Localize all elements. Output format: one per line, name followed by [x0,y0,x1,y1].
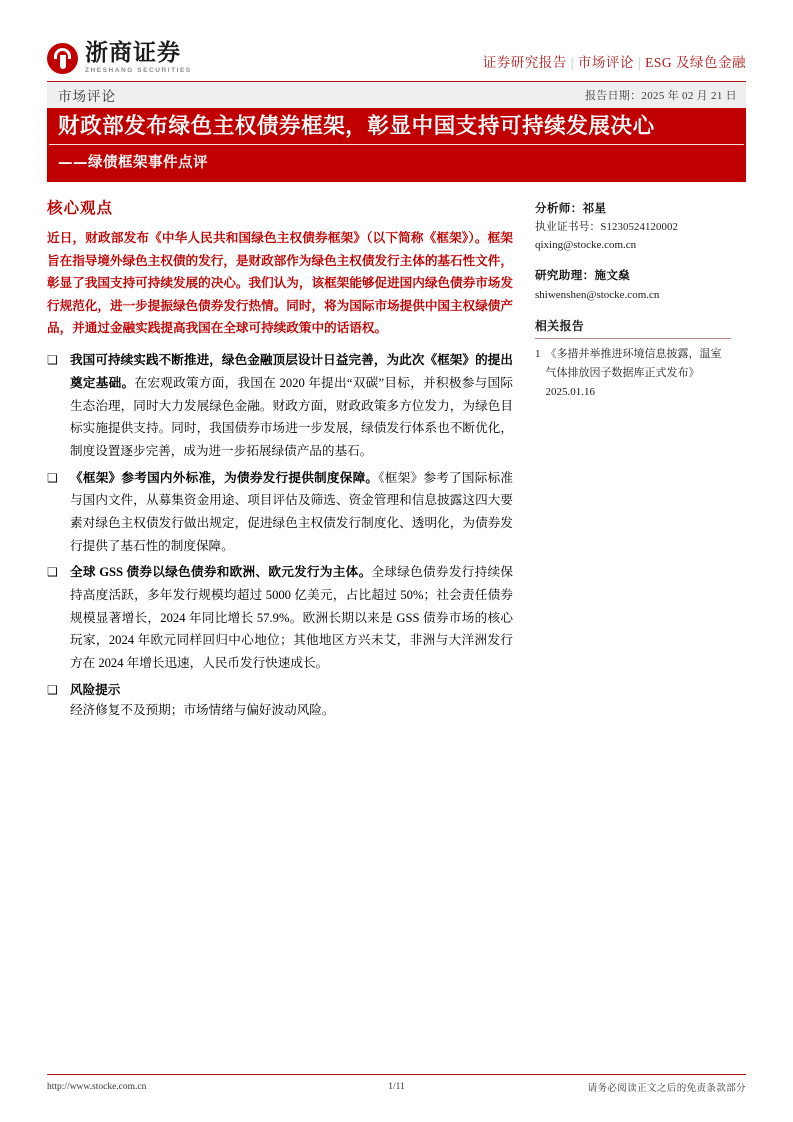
assistant-email[interactable]: shiwenshen@stocke.com.cn [535,288,660,301]
section-heading-core-view: 核心观点 [47,199,114,218]
masthead-nav-item-0: 证券研究报告 [482,54,567,70]
page-number: 1/11 [388,1082,405,1092]
title-block [47,108,746,183]
analyst-email[interactable]: qixing@stocke.com.cn [535,239,637,252]
bullet-lead: 全球 GSS 债券以绿色债券和欧洲、欧元发行为主体。 [70,565,372,580]
masthead-nav-sep-0: | [570,54,574,70]
list-item [47,349,513,462]
footer-disclaimer: 请务必阅读正文之后的免责条款部分 [587,1084,747,1094]
bullet-body: 在宏观政策方面，我国在 2020 年提出“双碳”目标，并积极参与国际生态治理，同时大力发展绿色金融。财政方面，财政政策多方位发力，为绿色目标实施提供支持。同时，我国债券市场进一步发展，绿债发行体系也不断优化，制度设置逐步完善，成为进一步拓展绿债产品的基石。 [70,376,514,459]
zheshang-circle-logo-icon [47,43,78,74]
bullet-square-icon: ❑ [47,565,58,580]
list-item [47,561,513,674]
bullet-square-icon: ❑ [47,353,58,368]
page-footer [47,1074,746,1094]
page-title: 财政部发布绿色主权债券框架，彰显中国支持可持续发展决心 [58,113,655,139]
risk-body: 经济修复不及预期；市场情绪与偏好波动风险。 [70,703,335,718]
list-item [47,467,513,558]
related-report-title: 《多措并举推进环境信息披露，温室气体排放因子数据库正式发布》 2025.01.16 [545,347,722,398]
related-report-number: 1 [535,347,541,360]
page-subtitle: ——绿债框架事件点评 [58,155,208,172]
list-item-risk [47,679,513,722]
related-reports-heading: 相关报告 [535,317,731,339]
analyst-block [535,200,731,254]
brand-logo [47,42,192,75]
bullet-body: 《框架》参考了国际标准与国内文件，从募集资金用途、项目评估及筛选、资金管理和信息披露这四大要素对绿色主权债发行做出规定，促进绿色主权债发行制度化、透明化，为债券发行提供了基石性的制度保障。 [70,470,514,553]
bullet-lead: 《框架》参考国内外标准，为债券发行提供制度保障。 [70,470,379,485]
footer-url[interactable]: http://www.stocke.com.cn [47,1082,147,1092]
main-column [47,196,513,726]
masthead [47,0,746,82]
bullet-lead: 我国可持续实践不断推进，绿色金融顶层设计日益完善，为此次《框架》的提出奠定基础。 [70,353,513,391]
risk-heading: 风险提示 [70,682,121,697]
masthead-nav-item-2: ESG 及绿色金融 [645,54,746,70]
masthead-nav-item-1: 市场评论 [577,54,634,70]
bullet-body: 全球绿色债券发行持续保持高度活跃，多年发行规模均超过 5000 亿美元，占比超过 50%；社会责任债券规模显著增长，2024 年同比增长 57.9%。欧洲长期以来是 GSS 债券市场的核心玩家，2024 年欧元同样回归中心地位；其他地区方兴未艾，非洲与大洋洲发行方在 2024 年增长迅速，人民币发行快速成长。 [70,565,513,670]
category-band [47,82,746,108]
assistant-block [535,267,731,304]
brand-name-en: ZHESHANG SECURITIES [85,67,192,74]
brand-text [85,42,192,75]
masthead-nav [483,51,746,75]
lede-paragraph: 近日，财政部发布《中华人民共和国绿色主权债券框架》（以下简称《框架》）。框架旨在指导境外绿色主权债的发行，是财政部作为绿色主权债发行主体的基石性文件，彰显了我国支持可持续发展的决心。我们认为，该框架能够促进国内绿色债券市场发行规范化，进一步提振绿色债券发行热情。同时，将为国际市场提供中国主权绿债产品，并通过金融实践提高我国在全球可持续政策中的话语权。 [47,231,513,335]
related-reports-block [535,317,731,402]
assistant-name: 研究助理：施文燊 [535,270,631,283]
analyst-certificate: 执业证书号：S1230524120002 [535,220,678,233]
brand-name-cn: 浙商证券 [85,40,181,66]
bullet-square-icon: ❑ [47,682,58,697]
report-date: 报告日期：2025 年 02 月 21 日 [584,89,737,102]
bullet-list [47,349,513,722]
content-area [47,196,746,726]
masthead-nav-sep-1: | [637,54,642,70]
title-divider [49,144,744,145]
bullet-square-icon: ❑ [47,470,58,485]
category-label: 市场评论 [58,88,116,104]
list-item[interactable] [535,345,731,402]
analyst-name: 分析师：祁星 [535,203,607,216]
sidebar [535,196,731,726]
